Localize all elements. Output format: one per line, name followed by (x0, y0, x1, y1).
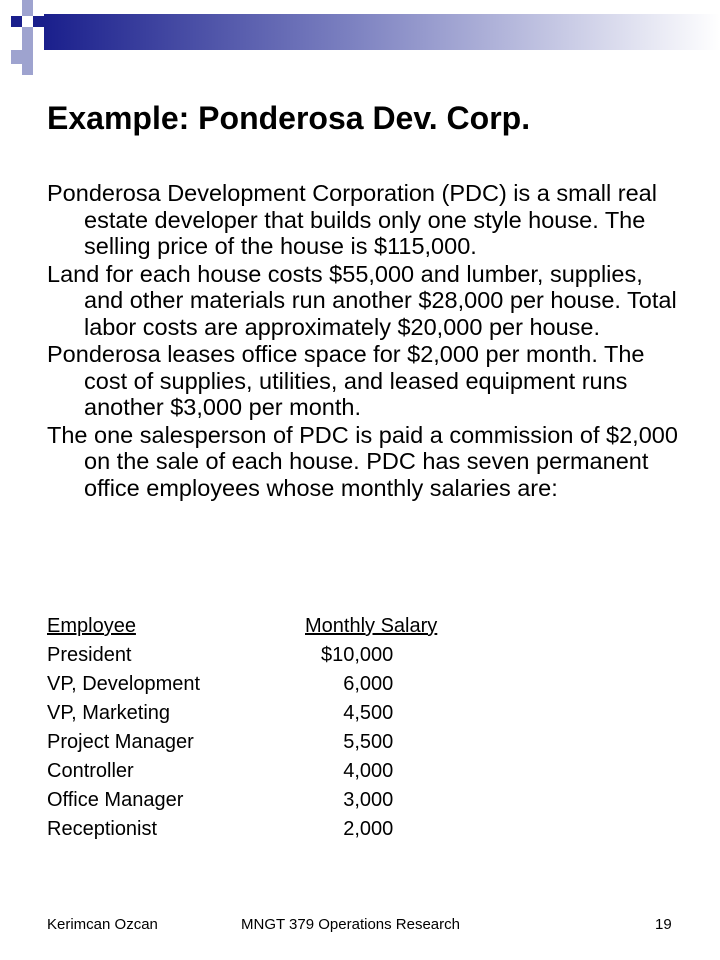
salary-cell: 5,500 (343, 731, 394, 753)
header-square-light-4 (22, 50, 33, 75)
table-row (47, 644, 437, 673)
salary-cell: $10,000 (320, 644, 394, 666)
header-square-light-1 (22, 27, 33, 50)
employee-cell: Controller (47, 760, 134, 782)
employee-cell: Receptionist (47, 818, 158, 840)
table-row (47, 673, 437, 702)
header-square-light-2 (22, 0, 33, 16)
header-square-light-3 (11, 50, 22, 64)
employee-cell: VP, Marketing (47, 702, 171, 724)
header-square-dark-2 (33, 16, 44, 27)
salary-cell: 4,500 (343, 702, 394, 724)
footer-page-number: 19 (655, 916, 672, 933)
paragraph-selling-price: Ponderosa Development Corporation (PDC) is a small real estate developer that builds only one style house. The selling price of the house is $115,000. (47, 180, 657, 259)
paragraph-material-costs: Land for each house costs $55,000 and lumber, supplies, and other materials run another $28,000 per house. Total labor costs are approximately $20,000 per house. (47, 260, 677, 340)
table-row (47, 760, 437, 789)
table-row (47, 731, 437, 760)
salary-cell: 6,000 (343, 673, 394, 695)
header-square-dark-1 (11, 16, 22, 27)
slide-body (47, 180, 687, 502)
footer-author: Kerimcan Ozcan (47, 916, 158, 933)
employee-cell: Project Manager (47, 731, 194, 753)
table-header-cell: Monthly Salary (305, 615, 438, 637)
table-header-cell: Employee (47, 615, 136, 637)
paragraph-office-costs: Ponderosa leases office space for $2,000 per month. The cost of supplies, utilities, and leased equipment runs another $3,000 per month. (47, 341, 645, 420)
table-row (47, 702, 437, 731)
salary-cell: 3,000 (343, 789, 394, 811)
salary-cell: 4,000 (343, 760, 394, 782)
slide-title: Example: Ponderosa Dev. Corp. (47, 100, 531, 136)
table-header-row (47, 615, 437, 644)
employee-salary-table (47, 615, 437, 847)
table-row (47, 818, 437, 847)
employee-cell: President (47, 644, 132, 666)
header-gradient-band (44, 14, 720, 50)
paragraph-salaries-intro: The one salesperson of PDC is paid a commission of $2,000 on the sale of each house. PDC has seven permanent office employees whose monthly salaries are: (47, 421, 678, 501)
table-row (47, 789, 437, 818)
salary-cell: 2,000 (343, 818, 394, 840)
header-decoration (0, 0, 720, 80)
employee-cell: Office Manager (47, 789, 184, 811)
footer-course: MNGT 379 Operations Research (241, 916, 460, 933)
employee-cell: VP, Development (47, 673, 201, 695)
